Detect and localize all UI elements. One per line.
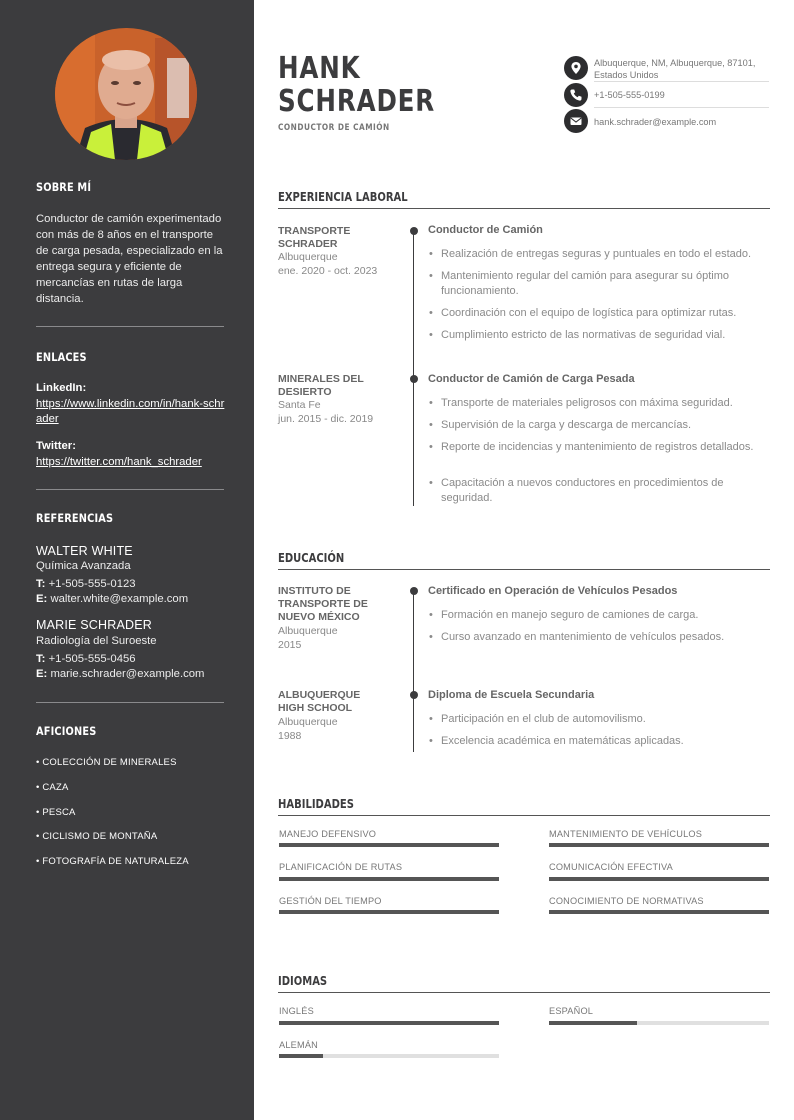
sidebar xyxy=(0,0,254,1120)
refs-title: REFERENCIAS xyxy=(36,511,114,525)
contact-email[interactable]: hank.schrader@example.com xyxy=(594,117,717,127)
skill-bar-fill xyxy=(279,843,499,847)
skill-bar xyxy=(549,877,769,881)
timeline-dot xyxy=(410,587,418,595)
hobby-item: • CAZA xyxy=(36,782,69,793)
location: Albuquerque xyxy=(278,625,338,637)
ref-phone: +1-505-555-0123 xyxy=(48,578,136,590)
skills-title: HABILIDADES xyxy=(278,796,354,811)
skill-bar-fill xyxy=(549,877,769,881)
ref-phone: +1-505-555-0456 xyxy=(48,653,136,665)
list-item: • Reporte de incidencias y mantenimiento de registros detallados. xyxy=(441,440,771,455)
location: Albuquerque xyxy=(278,716,338,728)
skill-bar-fill xyxy=(279,910,499,914)
skill-label: COMUNICACIÓN EFECTIVA xyxy=(549,862,673,872)
hobby-item: • PESCA xyxy=(36,807,76,818)
list-item: • Supervisión de la carga y descarga de mercancías. xyxy=(441,418,771,433)
dates: jun. 2015 - dic. 2019 xyxy=(278,413,374,425)
experience-title: EXPERIENCIA LABORAL xyxy=(278,189,408,204)
language-label: ALEMÁN xyxy=(279,1040,318,1050)
skill-bar-fill xyxy=(549,910,769,914)
timeline-dot xyxy=(410,375,418,383)
contact-address: Albuquerque, NM, Albuquerque, 87101, Estados Unidos xyxy=(594,58,756,80)
language-bar-fill xyxy=(279,1021,499,1025)
list-item: • Formación en manejo seguro de camiones de carga. xyxy=(441,608,771,623)
twitter-label: Twitter: xyxy=(36,440,76,452)
email-label: E: xyxy=(36,593,48,605)
linkedin-label: LinkedIn: xyxy=(36,382,87,394)
skill-label: CONOCIMIENTO DE NORMATIVAS xyxy=(549,896,704,906)
email-icon xyxy=(564,109,588,133)
profile-photo xyxy=(55,28,197,160)
divider xyxy=(278,815,770,816)
phone-label: T: xyxy=(36,653,46,665)
phone-label: T: xyxy=(36,578,46,590)
list-item: • Cumplimiento estricto de las normativas de seguridad vial. xyxy=(441,328,771,343)
list-item: • Curso avanzado en mantenimiento de vehículos pesados. xyxy=(441,630,771,645)
skill-label: MANEJO DEFENSIVO xyxy=(279,829,377,839)
language-bar xyxy=(549,1021,769,1025)
institution: INSTITUTO DE TRANSPORTE DE NUEVO MÉXICO xyxy=(278,585,368,623)
dates: 1988 xyxy=(278,730,302,742)
name-last: SCHRADER xyxy=(278,84,436,119)
language-bar xyxy=(279,1021,499,1025)
divider xyxy=(36,702,224,703)
employer: MINERALES DEL DESIERTO xyxy=(278,373,364,398)
skill-bar xyxy=(279,910,499,914)
dates: ene. 2020 - oct. 2023 xyxy=(278,265,378,277)
ref-name: MARIE SCHRADER xyxy=(36,618,153,632)
contact-phone: +1-505-555-0199 xyxy=(594,90,665,100)
timeline-dot xyxy=(410,691,418,699)
divider xyxy=(594,107,769,108)
location: Santa Fe xyxy=(278,399,321,411)
ref-email-row xyxy=(36,668,204,680)
ref-org: Química Avanzada xyxy=(36,560,131,572)
list-item: • Realización de entregas seguras y puntuales en todo el estado. xyxy=(441,247,771,262)
ref-email: walter.white@example.com xyxy=(50,593,189,605)
degree-title: Certificado en Operación de Vehículos Pesados xyxy=(428,585,678,597)
language-label: INGLÉS xyxy=(279,1006,314,1016)
linkedin-link[interactable]: https://www.linkedin.com/in/hank-schrader xyxy=(36,398,225,425)
hobby-item: • FOTOGRAFÍA DE NATURALEZA xyxy=(36,856,189,867)
hobbies-title: AFICIONES xyxy=(36,724,97,738)
institution: ALBUQUERQUE HIGH SCHOOL xyxy=(278,689,361,714)
divider xyxy=(36,489,224,490)
location-icon xyxy=(564,56,588,80)
ref-org: Radiología del Suroeste xyxy=(36,635,157,647)
skill-bar xyxy=(279,843,499,847)
skill-bar xyxy=(549,843,769,847)
hobby-item: • CICLISMO DE MONTAÑA xyxy=(36,831,158,842)
divider xyxy=(278,569,770,570)
email-label: E: xyxy=(36,668,48,680)
languages-title: IDIOMAS xyxy=(278,973,328,988)
location: Albuquerque xyxy=(278,251,338,263)
list-item: • Participación en el club de automovilismo. xyxy=(441,712,771,727)
ref-phone-row xyxy=(36,653,136,665)
about-title: SOBRE MÍ xyxy=(36,180,92,194)
twitter-link[interactable]: https://twitter.com/hank_schrader xyxy=(36,456,202,468)
language-bar-fill xyxy=(279,1054,323,1058)
list-item: • Excelencia académica en matemáticas aplicadas. xyxy=(441,734,771,749)
links-title: ENLACES xyxy=(36,350,87,364)
list-item: • Capacitación a nuevos conductores en procedimientos de seguridad. xyxy=(441,476,771,506)
dates: 2015 xyxy=(278,639,302,651)
skill-bar-fill xyxy=(549,843,769,847)
phone-icon xyxy=(564,83,588,107)
skill-label: GESTIÓN DEL TIEMPO xyxy=(279,896,382,906)
ref-phone-row xyxy=(36,578,136,590)
language-bar-fill xyxy=(549,1021,637,1025)
timeline-line xyxy=(413,230,414,360)
ref-name: WALTER WHITE xyxy=(36,544,133,558)
hobby-item: • COLECCIÓN DE MINERALES xyxy=(36,757,177,768)
timeline-line xyxy=(413,672,414,752)
job-title: Conductor de Camión xyxy=(428,224,543,236)
ref-email: marie.schrader@example.com xyxy=(50,668,205,680)
timeline-dot xyxy=(410,227,418,235)
list-item: • Mantenimiento regular del camión para asegurar su óptimo funcionamiento. xyxy=(441,269,771,299)
skill-bar xyxy=(549,910,769,914)
ref-email-row xyxy=(36,593,188,605)
divider xyxy=(36,326,224,327)
list-item: • Coordinación con el equipo de logística para optimizar rutas. xyxy=(441,306,771,321)
skill-bar-fill xyxy=(279,877,499,881)
job-title: Conductor de Camión de Carga Pesada xyxy=(428,373,635,385)
employer: TRANSPORTE SCHRADER xyxy=(278,225,351,250)
language-bar xyxy=(279,1054,499,1058)
candidate-name xyxy=(278,52,435,118)
skill-bar xyxy=(279,877,499,881)
language-label: ESPAÑOL xyxy=(549,1006,594,1016)
about-text: Conductor de camión experimentado con más de 8 años en el transporte de carga pesada, especializado en la entrega segura y eficiente de mercancías en rutas de larga distancia. xyxy=(36,213,223,305)
degree-title: Diploma de Escuela Secundaria xyxy=(428,689,595,701)
timeline-line xyxy=(413,590,414,672)
skill-label: PLANIFICACIÓN DE RUTAS xyxy=(279,862,403,872)
divider xyxy=(278,992,770,993)
skill-label: MANTENIMIENTO DE VEHÍCULOS xyxy=(549,829,703,839)
list-item: • Transporte de materiales peligrosos con máxima seguridad. xyxy=(441,396,771,411)
divider xyxy=(594,81,769,82)
job-role: CONDUCTOR DE CAMIÓN xyxy=(278,123,390,133)
name-first: HANK xyxy=(278,51,361,86)
divider xyxy=(278,208,770,209)
education-title: EDUCACIÓN xyxy=(278,550,345,565)
